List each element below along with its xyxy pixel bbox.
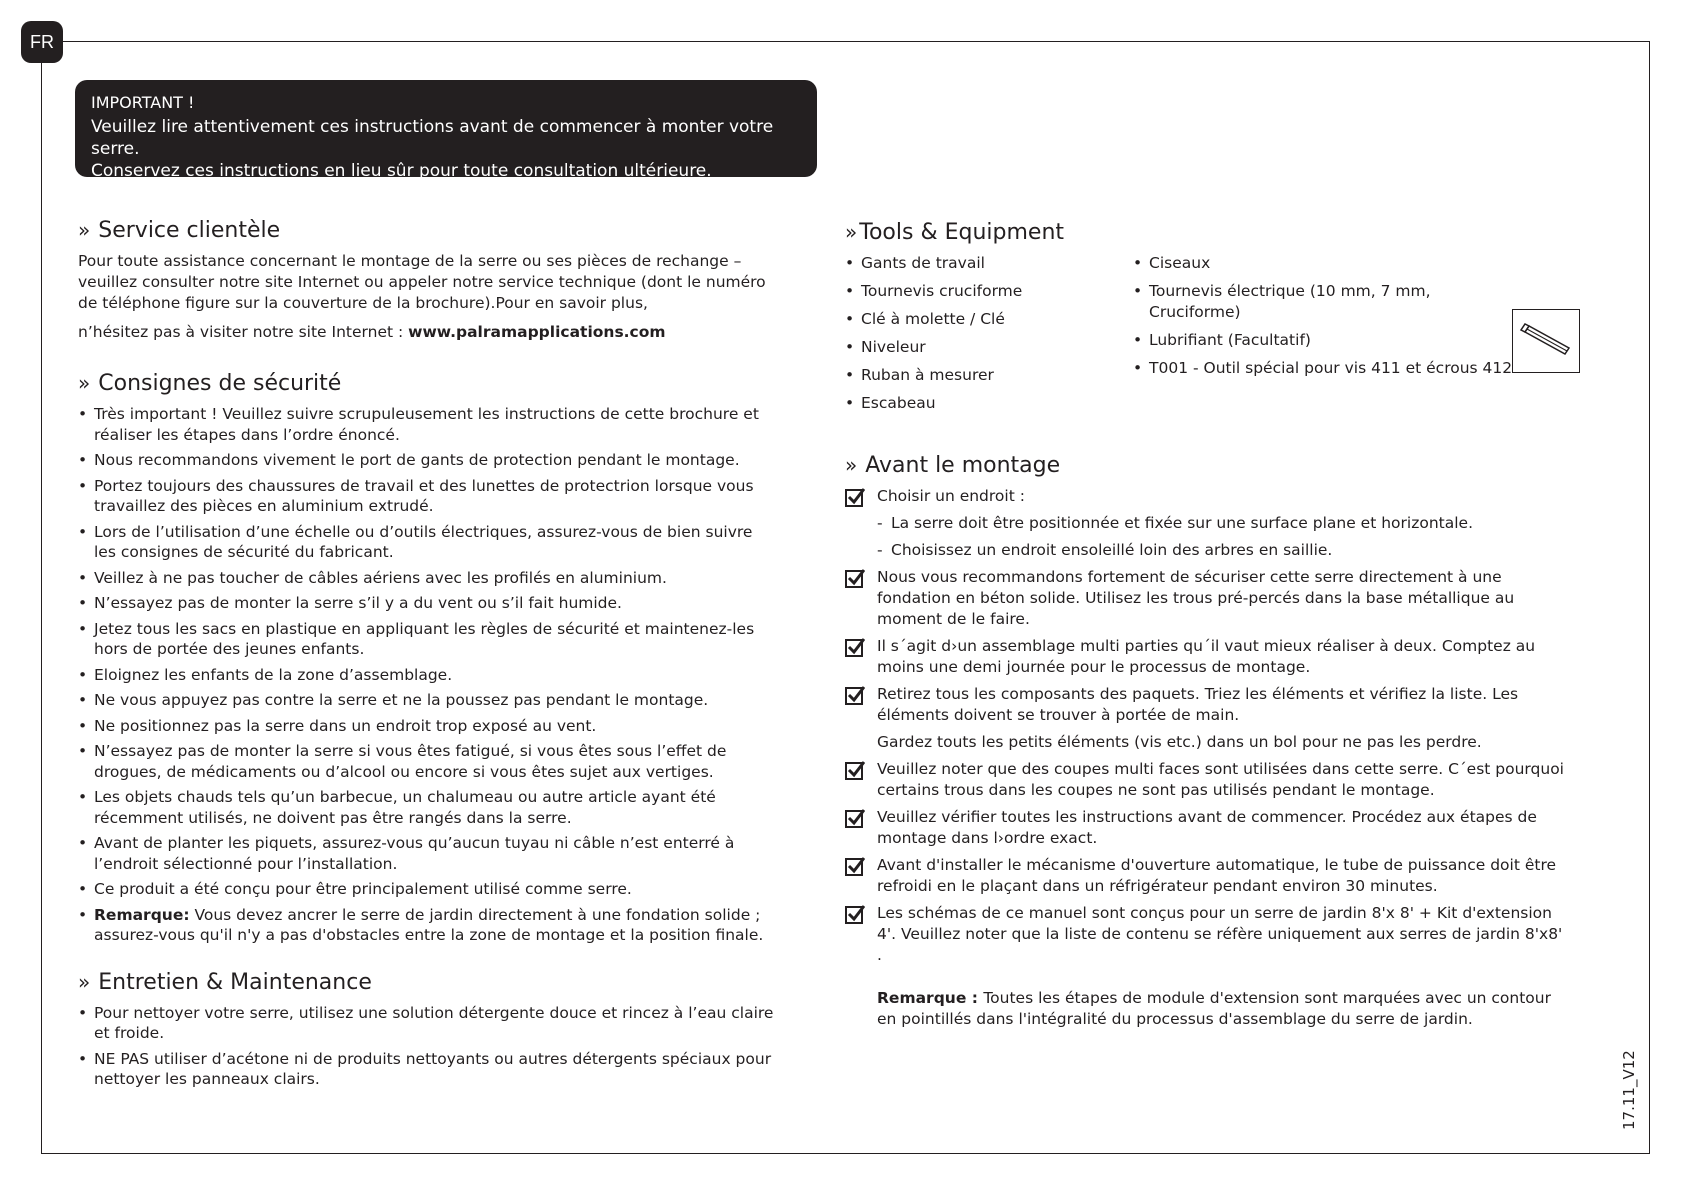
chevron-icon: » — [78, 371, 91, 395]
list-item: • N’essayez pas de monter la serre si vous êtes fatigué, si vous êtes sous l’effet de drogues, de médicaments ou d’alcool ou encore si vous êtes sujet aux vertiges. — [78, 741, 778, 782]
list-item: • Eloignez les enfants de la zone d’assemblage. — [78, 665, 778, 686]
list-item: • Ce produit a été conçu pour être principalement utilisé comme serre. — [78, 879, 778, 900]
service-heading: » Service clientèle — [78, 218, 281, 243]
checklist-subitem: - Choisissez un endroit ensoleillé loin des arbres en saillie. — [877, 541, 1333, 559]
tools-section — [845, 218, 1565, 421]
list-item: • Avant de planter les piquets, assurez-vous qu’aucun tuyau ni câble n’est enterré à l’endroit sélectionné pour l’installation. — [78, 833, 778, 874]
list-item: • Ruban à mesurer — [845, 365, 1133, 386]
chevron-icon: » — [845, 220, 858, 244]
language-badge: FR — [21, 21, 63, 63]
maintenance-section — [78, 968, 778, 1090]
service-section — [78, 216, 778, 343]
maintenance-list — [78, 1003, 778, 1090]
checklist-item: Les schémas de ce manuel sont conçus pour un serre de jardin 8'x 8' + Kit d'extension 4'. Veuillez noter que la liste de contenu se réfère uniquement aux serres de jardin 8'x8' . — [845, 903, 1565, 966]
list-item: • Les objets chauds tels qu’un barbecue, un chalumeau ou autre article ayant été récemment utilisés, ne doivent pas être rangés dans la serre. — [78, 787, 778, 828]
list-item: • Veillez à ne pas toucher de câbles aériens avec les profilés en aluminium. — [78, 568, 778, 589]
before-assembly-section — [845, 451, 1565, 1030]
checkbox-checked-icon — [845, 568, 865, 588]
list-item: • Clé à molette / Clé — [845, 309, 1133, 330]
important-line-2: Conservez ces instructions en lieu sûr pour toute consultation ultérieure. — [91, 161, 712, 181]
checklist-subitem: - La serre doit être positionnée et fixée sur une surface plane et horizontale. — [877, 514, 1473, 532]
list-item: • Niveleur — [845, 337, 1133, 358]
list-item: • Nous recommandons vivement le port de gants de protection pendant le montage. — [78, 450, 778, 471]
checklist-item: Choisir un endroit : — [845, 486, 1565, 507]
chevron-icon: » — [78, 969, 91, 994]
tools-grid — [845, 253, 1565, 421]
checkbox-checked-icon — [845, 487, 865, 507]
checklist-note: Gardez touts les petits éléments (vis etc.) dans un bol pour ne pas les perdre. — [877, 733, 1482, 751]
list-item: • Ne positionnez pas la serre dans un endroit trop exposé au vent. — [78, 716, 778, 737]
checkbox-checked-icon — [845, 685, 865, 705]
chevron-icon: » — [845, 453, 858, 477]
checkbox-checked-icon — [845, 637, 865, 657]
list-item: • Escabeau — [845, 393, 1133, 414]
tool-t001-icon — [1513, 310, 1579, 372]
list-item: • T001 - Outil spécial pour vis 411 et écrous 412 — [1133, 358, 1523, 379]
safety-heading: » Consignes de sécurité — [78, 371, 342, 396]
service-paragraph: Pour toute assistance concernant le montage de la serre ou ses pièces de rechange – veuillez consulter notre site Internet ou appeler notre service technique (dont le numéro de téléphone figure sur la couverture de la brochure).Pour en savoir plus, — [78, 252, 766, 312]
list-item: • Lors de l’utilisation d’une échelle ou d’outils électriques, assurez-vous de bien suivre les consignes de sécurité du fabricant. — [78, 522, 778, 563]
tools-heading: »Tools & Equipment — [845, 220, 1065, 245]
checklist-item: Veuillez noter que des coupes multi faces sont utilisées dans cette serre. C´est pourquoi certains trous dans les coupes ne sont pas utilisés pendant le montage. — [845, 759, 1565, 801]
list-item: • Pour nettoyer votre serre, utilisez une solution détergente douce et rincez à l’eau claire et froide. — [78, 1003, 778, 1044]
checkbox-checked-icon — [845, 856, 865, 876]
special-tool-icon — [1512, 309, 1580, 373]
checkbox-checked-icon — [845, 904, 865, 924]
checklist-item: Retirez tous les composants des paquets. Triez les éléments et vérifiez la liste. Les éléments doivent se trouver à portée de main. — [845, 684, 1565, 726]
important-line-1: Veuillez lire attentivement ces instructions avant de commencer à monter votre serre. — [91, 117, 774, 159]
list-item: • Gants de travail — [845, 253, 1133, 274]
before-heading: » Avant le montage — [845, 453, 1061, 478]
important-title: IMPORTANT ! — [91, 93, 195, 112]
list-item: • N’essayez pas de monter la serre s’il y a du vent ou s’il fait humide. — [78, 593, 778, 614]
before-remark: Remarque : Toutes les étapes de module d'extension sont marquées avec un contour en pointillés dans l'intégralité du processus d'assemblage du serre de jardin. — [877, 989, 1551, 1028]
safety-list — [78, 404, 778, 946]
list-item: • Très important ! Veuillez suivre scrupuleusement les instructions de cette brochure et réaliser les étapes dans l’ordre énoncé. — [78, 404, 778, 445]
checkbox-checked-icon — [845, 760, 865, 780]
list-item: • Jetez tous les sacs en plastique en appliquant les règles de sécurité et maintenez-les hors de portée des jeunes enfants. — [78, 619, 778, 660]
list-item: • Lubrifiant (Facultatif) — [1133, 330, 1523, 351]
checkbox-checked-icon — [845, 808, 865, 828]
tools-list-right — [1133, 253, 1523, 421]
list-item: • Portez toujours des chaussures de travail et des lunettes de protectrion lorsque vous travaillez des pièces en aluminium extrudé. — [78, 476, 778, 517]
checklist-item: Veuillez vérifier toutes les instructions avant de commencer. Procédez aux étapes de montage dans l›ordre exact. — [845, 807, 1565, 849]
left-column — [78, 216, 778, 1110]
safety-remark: • Remarque: Vous devez ancrer le serre de jardin directement à une fondation solide ; assurez-vous qu'il n'y a pas d'obstacles entre la zone de montage et la position finale. — [78, 905, 778, 946]
tools-list-left — [845, 253, 1133, 421]
checklist-item: Avant d'installer le mécanisme d'ouverture automatique, le tube de puissance doit être refroidi en le plaçant dans un réfrigérateur pendant environ 30 minutes. — [845, 855, 1565, 897]
maintenance-heading: » Entretien & Maintenance — [78, 969, 372, 995]
version-code: 17.11_V12 — [1620, 1050, 1638, 1130]
right-column — [845, 218, 1565, 1050]
important-notice — [75, 80, 817, 181]
safety-section — [78, 369, 778, 946]
list-item: • Ciseaux — [1133, 253, 1523, 274]
website-link[interactable]: www.palramapplications.com — [408, 323, 666, 341]
list-item: • Tournevis cruciforme — [845, 281, 1133, 302]
checklist-item: Il s´agit d›un assemblage multi parties qu´il vaut mieux réaliser à deux. Comptez au moins une demi journée pour le processus de montage. — [845, 636, 1565, 678]
checklist-item: Nous vous recommandons fortement de sécuriser cette serre directement à une fondation en béton solide. Utilisez les trous pré-percés dans la base métallique au moment de le faire. — [845, 567, 1565, 630]
chevron-icon: » — [78, 218, 91, 242]
service-website-line: n’hésitez pas à visiter notre site Internet : www.palramapplications.com — [78, 323, 666, 341]
list-item: • Tournevis électrique (10 mm, 7 mm, Cruciforme) — [1133, 281, 1523, 323]
list-item: • Ne vous appuyez pas contre la serre et ne la poussez pas pendant le montage. — [78, 690, 778, 711]
list-item: • NE PAS utiliser d’acétone ni de produits nettoyants ou autres détergents spéciaux pour nettoyer les panneaux clairs. — [78, 1049, 778, 1090]
